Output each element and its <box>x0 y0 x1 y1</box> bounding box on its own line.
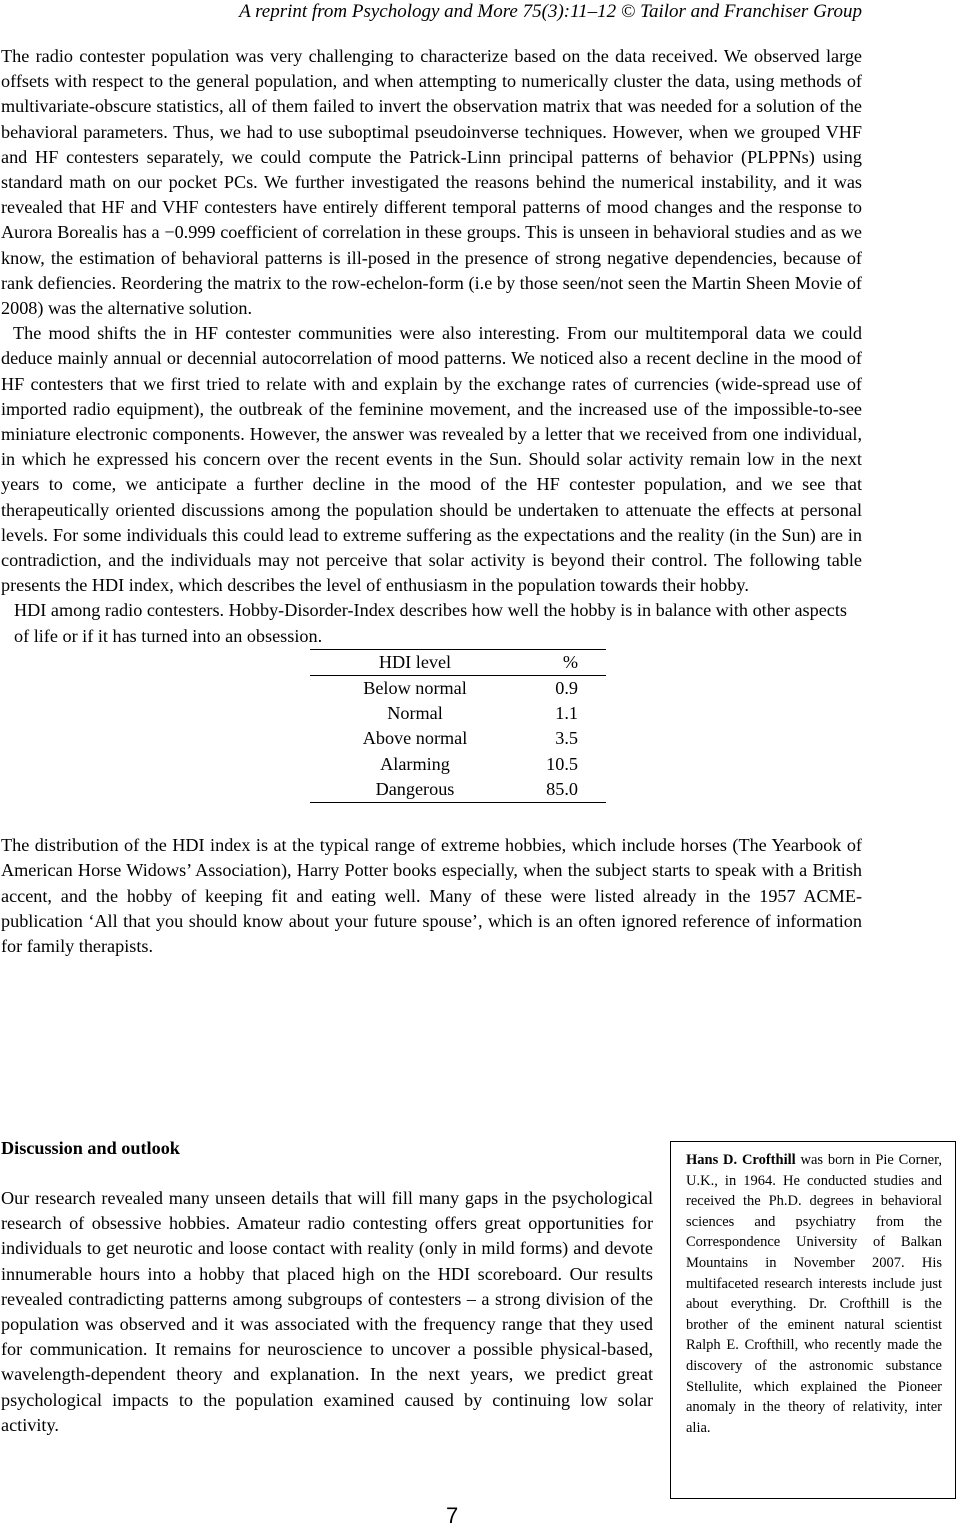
table-row <box>310 676 606 702</box>
table-cell-level: Alarming <box>380 753 450 774</box>
column-header-hdi-level: HDI level <box>378 651 452 672</box>
table-cell-level: Above normal <box>362 728 468 749</box>
column-header-percent: % <box>562 651 578 672</box>
table-cell-level: Dangerous <box>375 778 455 799</box>
table-cell-percent: 0.9 <box>555 678 578 699</box>
table-header-row <box>310 649 606 675</box>
hdi-table <box>310 649 606 803</box>
table-row <box>310 701 606 726</box>
author-bio-box <box>670 1141 956 1499</box>
table-row <box>310 777 606 803</box>
table-caption: HDI among radio contesters. Hobby-Disorder-Index describes how well the hobby is in balance with other aspects of life or if it has turned into an obsession. <box>14 600 848 646</box>
paragraph-mood-shifts: The mood shifts the in HF contester communities were also interesting. From our multitemporal data we could deduce mainly annual or decennial autocorrelation of mood patterns. We noticed also a recent decline in the mood of HF contesters that we first tried to relate with and explain by the exchange rates of currencies (wide-spread use of imported radio equipment), the outbreak of the feminine movement, and the increased use of the impossible-to-see miniature electronic components. However, the answer was revealed by a letter that we received from one individual, in which he expressed his concern over the recent events in the Sun. Should solar activity remain low in the next years to come, we anticipate a further decline in the mood of the HF contester population, and we see that therapeutically oriented discussions among the population should be undertaken to attenuate the effects at personal levels. For some individuals this could lead to extreme suffering as the expectations and the reality (in the Sun) are in contradiction, and the individuals may not perceive that solar activity is beyond their control. The following table presents the HDI index, which describes the level of enthusiasm in the population towards their hobby. <box>1 323 862 596</box>
author-name: Hans D. Crofthill <box>686 1152 796 1168</box>
table-cell-level: Below normal <box>363 678 467 699</box>
running-header: A reprint from Psychology and More 75(3):11–12 © Tailor and Franchiser Group <box>239 1 862 22</box>
paragraph-hdi-distribution: The distribution of the HDI index is at the typical range of extreme hobbies, which include horses (The Yearbook of American Horse Widows’ Association), Harry Potter books especially, when the subject starts to speak with a British accent, and the hobby of keeping fit and eating well. Many of these were listed already in the 1957 ACME-publication ‘All that you should know about your future spouse’, which is an often ignored reference of information for family therapists. <box>1 835 862 956</box>
main-text <box>1 44 862 959</box>
table-cell-percent: 1.1 <box>555 703 578 724</box>
table-cell-percent: 3.5 <box>555 728 578 749</box>
page-number: 7 <box>446 1503 459 1528</box>
table-cell-percent: 85.0 <box>546 778 578 799</box>
table-cell-percent: 10.5 <box>546 753 578 774</box>
author-bio-text <box>686 1150 942 1438</box>
table-row <box>310 726 606 751</box>
table-row <box>310 752 606 777</box>
section-title-discussion: Discussion and outlook <box>1 1138 180 1158</box>
paragraph-discussion: Our research revealed many unseen details that will fill many gaps in the psychological research of obsessive hobbies. Amateur radio contesting offers great opportunities for individuals to get neurotic and loose contact with reality (only in mild forms) and devote innumerable hours into a hobby that placed high on the HDI scoreboard. Our results revealed contradicting patterns among subgroups of contesters – a strong division of the population was observed and it was associated with the frequency range that they used for communication. It remains for neuroscience to uncover a possible physical-based, wavelength-dependent theory and explanation. In the next years, we predict great psychological impacts to the population examined caused by continuing low solar activity. <box>1 1188 653 1435</box>
table-cell-level: Normal <box>387 703 443 724</box>
paragraph-radio-contester: The radio contester population was very challenging to characterize based on the data received. We observed large offsets with respect to the general population, and when attempting to numerically cluster the data, using methods of multivariate-obscure statistics, all of them failed to invert the observation matrix that was needed for a solution of the behavioral parameters. Thus, we had to use suboptimal pseudoinverse techniques. However, when we grouped VHF and HF contesters separately, we could compute the Patrick-Linn principal patterns of behavior (PLPPNs) using standard math on our pocket PCs. We further investigated the reasons behind the numerical instability, and it was revealed that HF and VHF contesters have entirely different temporal patterns of mood changes and the response to Aurora Borealis has a −0.999 coefficient of correlation in these groups. This is unseen in behavioral studies and as we know, the estimation of behavioral patterns is ill-posed in the presence of strong negative dependencies, because of rank defiencies. Reordering the matrix to the row-echelon-form (i.e by those seen/not seen the Martin Sheen Movie of 2008) was the alternative solution. <box>1 46 862 319</box>
author-bio-body: was born in Pie Corner, U.K., in 1964. He conducted studies and received the Ph.D. degrees in behavioral sciences and psychiatry from the Correspondence University of Balkan Mountains in November 2007. His multifaceted research interests include just about everything. Dr. Crofthill is the brother of the eminent natural scientist Ralph E. Crofthill, who recently made the discovery of the astronomic substance Stellulite, which explained the Pioneer anomaly in the theory of relativity, inter alia. <box>686 1152 942 1436</box>
